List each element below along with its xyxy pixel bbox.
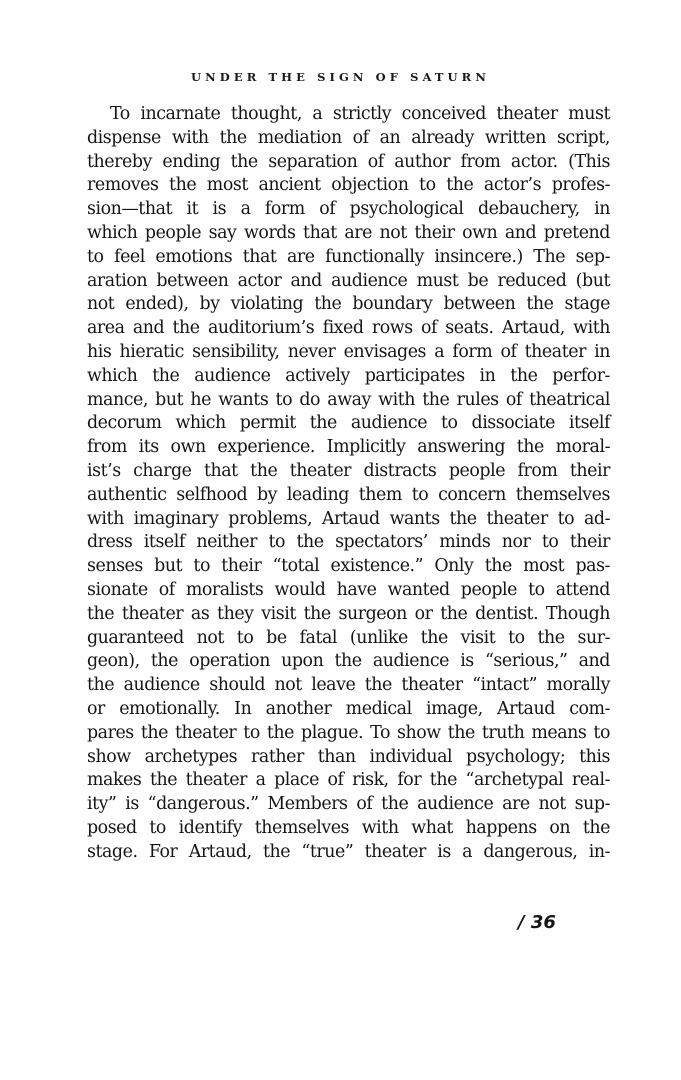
text-line: dress itself neither to the spectators’ minds nor to their — [87, 532, 610, 553]
text-line: which the audience actively participates in the perfor- — [87, 365, 610, 386]
text-line: sion—that it is a form of psychological debauchery, in — [87, 199, 610, 220]
text-line: from its own experience. Implicitly answering the moral- — [87, 437, 610, 458]
text-line: not ended), by violating the boundary between the stage — [87, 294, 610, 315]
text-line: pares the theater to the plague. To show the truth means to — [87, 722, 610, 743]
text-line: to feel emotions that are functionally insincere.) The sep- — [87, 246, 610, 267]
text-line: geon), the operation upon the audience is “serious,” and — [87, 651, 610, 672]
page-number: / 36 — [518, 912, 556, 933]
text-line: senses but to their “total existence.” Only the most pas- — [87, 556, 610, 577]
text-line: guaranteed not to be fatal (unlike the visit to the sur- — [87, 627, 610, 648]
text-line: with imaginary problems, Artaud wants the theater to ad- — [87, 508, 610, 529]
text-line: thereby ending the separation of author from actor. (This — [87, 151, 610, 172]
text-line: mance, but he wants to do away with the rules of theatrical — [87, 389, 610, 410]
text-line: show archetypes rather than individual psychology; this — [87, 746, 610, 767]
text-line: stage. For Artaud, the “true” theater is a dangerous, in- — [87, 841, 610, 862]
text-line: which people say words that are not their own and pretend — [87, 222, 610, 243]
text-line: makes the theater a place of risk, for the “archetypal real- — [87, 770, 610, 791]
text-line: To incarnate thought, a strictly conceived theater must — [110, 104, 610, 124]
text-line: his hieratic sensibility, never envisages a form of theater in — [87, 341, 610, 362]
text-line: authentic selfhood by leading them to concern themselves — [87, 484, 610, 505]
text-line: the theater as they visit the surgeon or the dentist. Though — [87, 603, 610, 624]
text-line: posed to identify themselves with what happens on the — [87, 817, 610, 838]
text-line: removes the most ancient objection to the actor’s profes- — [87, 175, 610, 196]
body-text — [87, 103, 610, 865]
text-line: decorum which permit the audience to dissociate itself — [87, 413, 610, 434]
text-line: sionate of moralists would have wanted people to attend — [87, 579, 610, 600]
text-line: or emotionally. In another medical image, Artaud com- — [87, 698, 610, 719]
text-line: the audience should not leave the theater “intact” morally — [87, 675, 610, 696]
text-line: ity” is “dangerous.” Members of the audience are not sup- — [87, 794, 610, 815]
text-line: aration between actor and audience must be reduced (but — [87, 270, 610, 291]
text-line: area and the auditorium’s fixed rows of seats. Artaud, with — [87, 318, 610, 339]
text-line: dispense with the mediation of an already written script, — [87, 127, 610, 148]
running-head: UNDER THE SIGN OF SATURN — [191, 70, 490, 84]
text-line: ist’s charge that the theater distracts people from their — [87, 460, 610, 481]
